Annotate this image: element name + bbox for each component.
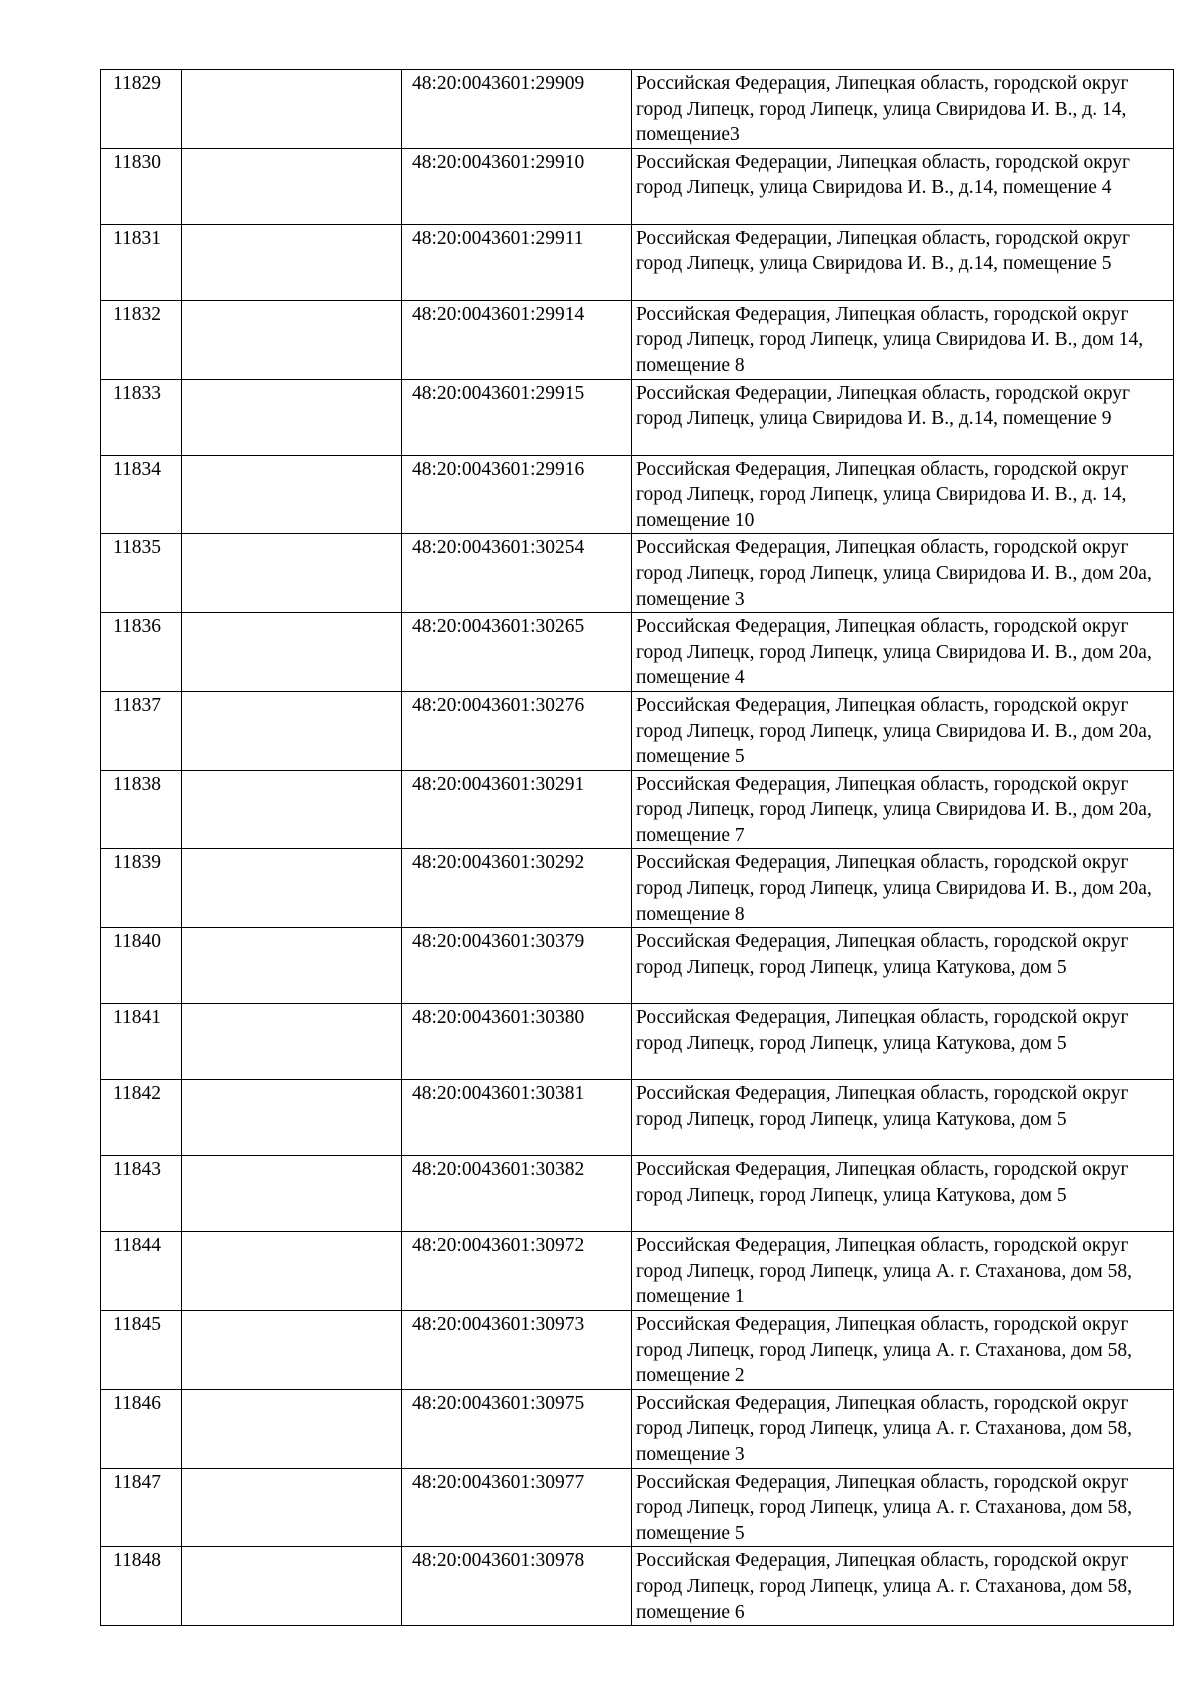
empty-cell <box>182 1547 402 1626</box>
cadastral-number-cell: 48:20:0043601:29914 <box>402 300 632 379</box>
table-row <box>101 224 1174 300</box>
address-cell: Российская Федерация, Липецкая область, городской округ город Липецк, город Липецк, улица Свиридова И. В., дом 14, помещение 8 <box>632 300 1174 379</box>
empty-cell <box>182 1080 402 1156</box>
address-cell: Российская Федерация, Липецкая область, городской округ город Липецк, город Липецк, улица А. г. Стаханова, дом 58, помещение 3 <box>632 1389 1174 1468</box>
row-number-cell: 11847 <box>101 1468 182 1547</box>
empty-cell <box>182 613 402 692</box>
address-cell: Российская Федерации, Липецкая область, городской округ город Липецк, улица Свиридова И. В., д.14, помещение 9 <box>632 379 1174 455</box>
row-number-cell: 11831 <box>101 224 182 300</box>
table-row <box>101 1547 1174 1626</box>
empty-cell <box>182 1232 402 1311</box>
cadastral-number-cell: 48:20:0043601:30978 <box>402 1547 632 1626</box>
address-cell: Российская Федерация, Липецкая область, городской округ город Липецк, город Липецк, улица А. г. Стаханова, дом 58, помещение 2 <box>632 1311 1174 1390</box>
address-cell: Российская Федерация, Липецкая область, городской округ город Липецк, город Липецк, улица А. г. Стаханова, дом 58, помещение 6 <box>632 1547 1174 1626</box>
empty-cell <box>182 379 402 455</box>
address-cell: Российская Федерация, Липецкая область, городской округ город Липецк, город Липецк, улица Свиридова И. В., дом 20а, помещение 7 <box>632 770 1174 849</box>
empty-cell <box>182 1156 402 1232</box>
table-row <box>101 70 1174 149</box>
cadastral-number-cell: 48:20:0043601:29916 <box>402 455 632 534</box>
row-number-cell: 11838 <box>101 770 182 849</box>
address-cell: Российская Федерация, Липецкая область, городской округ город Липецк, город Липецк, улица Свиридова И. В., дом 20а, помещение 3 <box>632 534 1174 613</box>
table-row <box>101 1389 1174 1468</box>
empty-cell <box>182 928 402 1004</box>
cadastral-number-cell: 48:20:0043601:30977 <box>402 1468 632 1547</box>
cadastral-number-cell: 48:20:0043601:29909 <box>402 70 632 149</box>
address-cell: Российская Федерация, Липецкая область, городской округ город Липецк, город Липецк, улица Свиридова И. В., дом 20а, помещение 8 <box>632 849 1174 928</box>
cadastral-number-cell: 48:20:0043601:30381 <box>402 1080 632 1156</box>
table-row <box>101 1080 1174 1156</box>
empty-cell <box>182 224 402 300</box>
row-number-cell: 11841 <box>101 1004 182 1080</box>
table-row <box>101 1468 1174 1547</box>
cadastral-number-cell: 48:20:0043601:29910 <box>402 148 632 224</box>
cadastral-number-cell: 48:20:0043601:30379 <box>402 928 632 1004</box>
empty-cell <box>182 455 402 534</box>
table-row <box>101 691 1174 770</box>
table-row <box>101 928 1174 1004</box>
table-row <box>101 379 1174 455</box>
empty-cell <box>182 70 402 149</box>
empty-cell <box>182 300 402 379</box>
table-row <box>101 1156 1174 1232</box>
address-cell: Российская Федерация, Липецкая область, городской округ город Липецк, город Липецк, улица Свиридова И. В., дом 20а, помещение 4 <box>632 613 1174 692</box>
empty-cell <box>182 148 402 224</box>
address-cell: Российская Федерация, Липецкая область, городской округ город Липецк, город Липецк, улица Катукова, дом 5 <box>632 1080 1174 1156</box>
cadastral-number-cell: 48:20:0043601:30380 <box>402 1004 632 1080</box>
cadastral-number-cell: 48:20:0043601:30972 <box>402 1232 632 1311</box>
row-number-cell: 11845 <box>101 1311 182 1390</box>
address-cell: Российская Федерации, Липецкая область, городской округ город Липецк, улица Свиридова И. В., д.14, помещение 4 <box>632 148 1174 224</box>
table-row <box>101 455 1174 534</box>
empty-cell <box>182 691 402 770</box>
cadastral-number-cell: 48:20:0043601:30265 <box>402 613 632 692</box>
cadastral-number-cell: 48:20:0043601:30276 <box>402 691 632 770</box>
empty-cell <box>182 1311 402 1390</box>
property-table <box>100 69 1174 1626</box>
cadastral-number-cell: 48:20:0043601:29911 <box>402 224 632 300</box>
empty-cell <box>182 770 402 849</box>
table-row <box>101 534 1174 613</box>
table-row <box>101 1004 1174 1080</box>
cadastral-number-cell: 48:20:0043601:30975 <box>402 1389 632 1468</box>
row-number-cell: 11837 <box>101 691 182 770</box>
cadastral-number-cell: 48:20:0043601:30292 <box>402 849 632 928</box>
row-number-cell: 11840 <box>101 928 182 1004</box>
row-number-cell: 11836 <box>101 613 182 692</box>
address-cell: Российская Федерации, Липецкая область, городской округ город Липецк, улица Свиридова И. В., д.14, помещение 5 <box>632 224 1174 300</box>
address-cell: Российская Федерация, Липецкая область, городской округ город Липецк, город Липецк, улица А. г. Стаханова, дом 58, помещение 1 <box>632 1232 1174 1311</box>
row-number-cell: 11839 <box>101 849 182 928</box>
cadastral-number-cell: 48:20:0043601:29915 <box>402 379 632 455</box>
table-row <box>101 1232 1174 1311</box>
row-number-cell: 11835 <box>101 534 182 613</box>
row-number-cell: 11842 <box>101 1080 182 1156</box>
empty-cell <box>182 849 402 928</box>
address-cell: Российская Федерация, Липецкая область, городской округ город Липецк, город Липецк, улица Катукова, дом 5 <box>632 1156 1174 1232</box>
address-cell: Российская Федерация, Липецкая область, городской округ город Липецк, город Липецк, улица Свиридова И. В., д. 14, помещение 10 <box>632 455 1174 534</box>
cadastral-number-cell: 48:20:0043601:30973 <box>402 1311 632 1390</box>
empty-cell <box>182 1468 402 1547</box>
empty-cell <box>182 1389 402 1468</box>
table-row <box>101 849 1174 928</box>
address-cell: Российская Федерация, Липецкая область, городской округ город Липецк, город Липецк, улица Катукова, дом 5 <box>632 928 1174 1004</box>
address-cell: Российская Федерация, Липецкая область, городской округ город Липецк, город Липецк, улица А. г. Стаханова, дом 58, помещение 5 <box>632 1468 1174 1547</box>
row-number-cell: 11848 <box>101 1547 182 1626</box>
cadastral-number-cell: 48:20:0043601:30254 <box>402 534 632 613</box>
row-number-cell: 11830 <box>101 148 182 224</box>
table-row <box>101 148 1174 224</box>
address-cell: Российская Федерация, Липецкая область, городской округ город Липецк, город Липецк, улица Свиридова И. В., д. 14, помещение3 <box>632 70 1174 149</box>
row-number-cell: 11844 <box>101 1232 182 1311</box>
row-number-cell: 11833 <box>101 379 182 455</box>
table-row <box>101 613 1174 692</box>
table-row <box>101 770 1174 849</box>
cadastral-number-cell: 48:20:0043601:30291 <box>402 770 632 849</box>
address-cell: Российская Федерация, Липецкая область, городской округ город Липецк, город Липецк, улица Катукова, дом 5 <box>632 1004 1174 1080</box>
address-cell: Российская Федерация, Липецкая область, городской округ город Липецк, город Липецк, улица Свиридова И. В., дом 20а, помещение 5 <box>632 691 1174 770</box>
cadastral-number-cell: 48:20:0043601:30382 <box>402 1156 632 1232</box>
empty-cell <box>182 534 402 613</box>
table-row <box>101 300 1174 379</box>
row-number-cell: 11843 <box>101 1156 182 1232</box>
property-table-body <box>101 70 1174 1626</box>
row-number-cell: 11829 <box>101 70 182 149</box>
table-row <box>101 1311 1174 1390</box>
row-number-cell: 11846 <box>101 1389 182 1468</box>
row-number-cell: 11834 <box>101 455 182 534</box>
row-number-cell: 11832 <box>101 300 182 379</box>
empty-cell <box>182 1004 402 1080</box>
